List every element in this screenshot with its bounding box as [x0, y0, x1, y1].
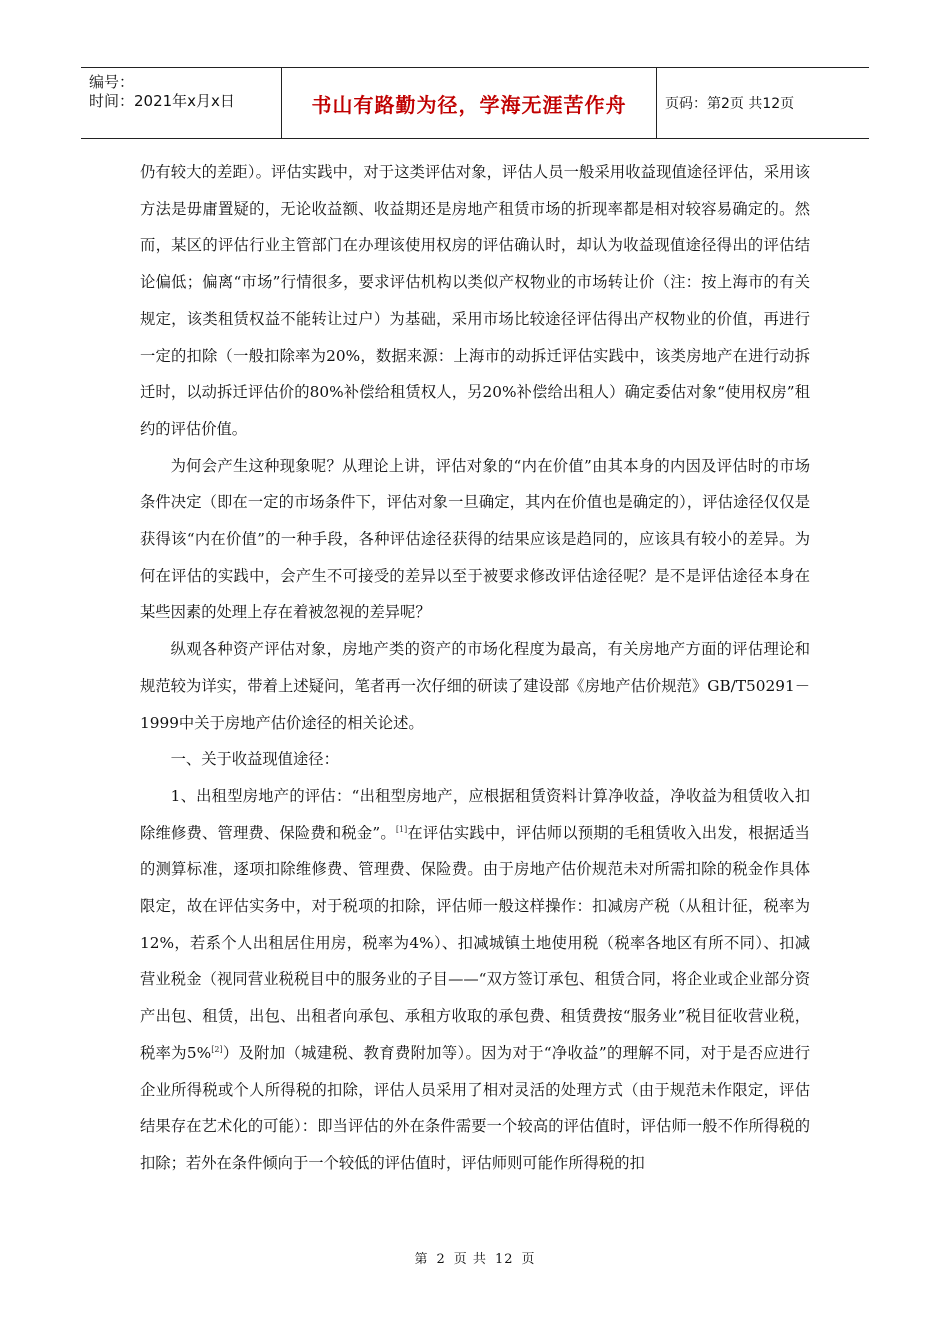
document-date-label: 时间：2021年x月x日 [89, 92, 235, 110]
document-body [140, 154, 810, 1182]
paragraph-text: 1、出租型房地产的评估：“出租型房地产，应根据租赁资料计算净收益，净收益为租赁收入扣除维修费、管理费、保险费和税金”。 [140, 786, 810, 842]
page-header [81, 67, 869, 139]
header-motto-cell [282, 68, 657, 138]
paragraph [140, 154, 810, 448]
footer-prefix: 第 [414, 1252, 429, 1267]
paragraph-text: ）及附加（城建税、教育费附加等）。因为对于“净收益”的理解不同，对于是否应进行企业所得税或个人所得税的扣除，评估人员采用了相对灵活的处理方式（由于规范未作限定，评估结果存在艺术化的可能）：即当评估的外在条件需要一个较高的评估值时，评估师一般不作所得税的扣除；若外在条件倾向于一个较低的评估值时，评估师则可能作所得税的扣 [140, 1043, 810, 1172]
header-page-info: 页码：第2页 共12页 [665, 96, 795, 112]
footer-mid: 页 共 [453, 1252, 487, 1267]
footer-current-page: 2 [436, 1252, 446, 1267]
paragraph [140, 631, 810, 741]
footnote-reference: [2] [211, 1044, 223, 1054]
paragraph-text: 为何会产生这种现象呢？从理论上讲，评估对象的“内在价值”由其本身的内因及评估时的市场条件决定（即在一定的市场条件下，评估对象一旦确定，其内在价值也是确定的），评估途径仅仅是获得该“内在价值”的一种手段，各种评估途径获得的结果应该是趋同的，应该具有较小的差异。为何在评估的实践中，会产生不可接受的差异以至于被要求修改评估途径呢？是不是评估途径本身在某些因素的处理上存在着被忽视的差异呢？ [140, 456, 810, 622]
paragraph-text: 一、关于收益现值途径： [170, 750, 339, 769]
paragraph [140, 448, 810, 632]
section-heading [140, 741, 810, 778]
document-number-label: 编号： [89, 73, 135, 91]
paragraph [140, 778, 810, 1182]
footer-total-pages: 12 [494, 1252, 514, 1267]
footnote-reference: [1] [395, 824, 408, 834]
page-footer [0, 1248, 950, 1267]
paragraph-text: 仍有较大的差距）。评估实践中，对于这类评估对象，评估人员一般采用收益现值途径评估，采用该方法是毋庸置疑的，无论收益额、收益期还是房地产租赁市场的折现率都是相对较容易确定的。然而，某区的评估行业主管部门在办理该使用权房的评估确认时，却认为收益现值途径得出的评估结论偏低；偏离“市场”行情很多，要求评估机构以类似产权物业的市场转让价（注：按上海市的有关规定，该类租赁权益不能转让过户）为基础，采用市场比较途径评估得出产权物业的价值，再进行一定的扣除（一般扣除率为20%，数据来源：上海市的动拆迁评估实践中，该类房地产在进行动拆迁时，以动拆迁评估价的80%补偿给租赁权人，另20%补偿给出租人）确定委估对象“使用权房”租约的评估价值。 [140, 163, 810, 438]
paragraph-text: 在评估实践中，评估师以预期的毛租赁收入出发，根据适当的测算标准，逐项扣除维修费、管理费、保险费。由于房地产估价规范未对所需扣除的税金作具体限定，故在评估实务中，对于税项的扣除，评估师一般这样操作：扣减房产税（从租计征，税率为12%，若系个人出租居住用房，税率为4%）、扣减城镇土地使用税（税率各地区有所不同）、扣减营业税金（视同营业税税目中的服务业的子目——“双方签订承包、租赁合同，将企业或企业部分资产出包、租赁，出包、出租者向承包、承租方收取的承包费、租赁费按“服务业”税目征收营业税，税率为5% [140, 823, 810, 1062]
header-motto: 书山有路勤为径，学海无涯苦作舟 [311, 92, 627, 117]
header-meta [81, 68, 282, 138]
paragraph-text: 纵观各种资产评估对象，房地产类的资产的市场化程度为最高，有关房地产方面的评估理论和规范较为详实，带着上述疑问，笔者再一次仔细的研读了建设部《房地产估价规范》GB/T50291－1999中关于房地产估价途径的相关论述。 [140, 640, 810, 732]
footer-suffix: 页 [521, 1252, 536, 1267]
